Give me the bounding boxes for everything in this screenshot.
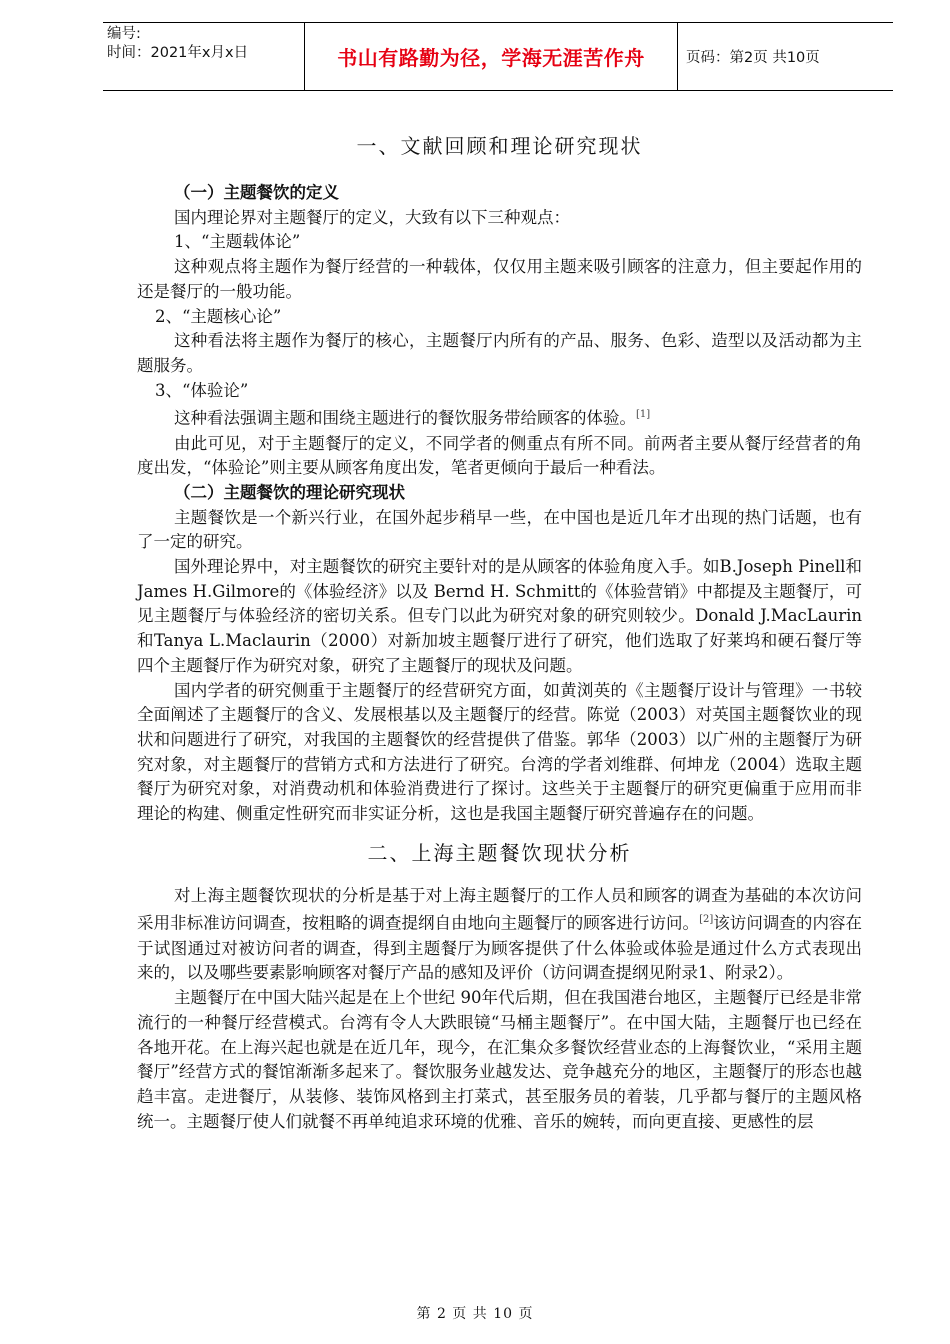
subsection-research-title: （二）主题餐饮的理论研究现状: [174, 482, 405, 502]
paragraph: 这种看法将主题作为餐厅的核心，主题餐厅内所有的产品、服务、色彩、造型以及活动都为主题服务。: [137, 331, 862, 375]
viewpoint-2-title: 2、“主题核心论”: [155, 306, 282, 326]
paragraph-text: 对上海主题餐饮现状的分析是基于对上海主题餐厅的工作人员和顾客的调查为基础的本次访问采用非标准访问调查，按粗略的调查提纲自由地向主题餐厅的顾客进行访问。: [137, 885, 862, 933]
section-2-title: 二、上海主题餐饮现状分析: [367, 840, 632, 865]
paragraph: 主题餐饮是一个新兴行业，在国外起步稍早一些，在中国也是近几年才出现的热门话题，也有了一定的研究。: [137, 507, 862, 552]
paragraph: [137, 884, 862, 986]
paragraph-text: 该访问调查的内容在于试图通过对被访问者的调查，得到主题餐厅为顾客提供了什么体验或体验是通过什么方式表现出来的，以及哪些要素影响顾客对餐厅产品的感知及评价（访问调查提纲见附录1、附录2）。: [137, 913, 863, 983]
section-1-title: 一、文献回顾和理论研究现状: [356, 134, 643, 158]
header-meta: [103, 23, 305, 90]
header-motto-cell: [305, 23, 678, 90]
paragraph-text: 这种看法强调主题和围绕主题进行的餐饮服务带给顾客的体验。: [174, 408, 636, 428]
paragraph: 由此可见，对于主题餐厅的定义，不同学者的侧重点有所不同。前两者主要从餐厅经营者的角度出发，“体验论”则主要从顾客角度出发，笔者更倾向于最后一种看法。: [137, 433, 862, 478]
subsection-definition-title: （一）主题餐饮的定义: [174, 183, 339, 202]
paragraph: 国内学者的研究侧重于主题餐厅的经营研究方面，如黄浏英的《主题餐厅设计与管理》一书较全面阐述了主题餐厅的含义、发展根基以及主题餐厅的经营。陈觉（2003）对英国主题餐饮业的现状和问题进行了研究，对我国的主题餐饮的经营提供了借鉴。郭华（2003）以广州的主题餐厅为研究对象，对主题餐厅的营销方式和方法进行了研究。台湾的学者刘维群、何坤龙（2004）选取主题餐厅为研究对象，对消费动机和体验消费进行了探讨。这些关于主题餐厅的研究更偏重于应用而非理论的构建、侧重定性研究而非实证分析，这也是我国主题餐厅研究普遍存在的问题。: [137, 680, 862, 824]
viewpoint-3-title: 3、“体验论”: [155, 380, 249, 400]
doc-number-label: 编号:: [107, 26, 141, 42]
header-page-number: 页码：第2页 共10页: [686, 50, 820, 66]
paragraph: 国外理论界中，对主题餐饮的研究主要针对的是从顾客的体验角度入手。如B.Joseph Pinell和James H.Gilmore的《体验经济》以及 Bernd H. Schmitt的《体验营销》中都提及主题餐厅，可见主题餐厅与体验经济的密切关系。但专门以此为研究对象的研究则较少。Donald J.MacLaurin和Tanya L.Maclaurin（2000）对新加坡主题餐厅进行了研究，他们选取了好莱坞和硬石餐厅等四个主题餐厅作为研究对象，研究了主题餐厅的现状及问题。: [137, 557, 862, 675]
paragraph: [137, 403, 862, 431]
page-header: [103, 22, 893, 91]
paragraph: 这种观点将主题作为餐厅经营的一种载体，仅仅用主题来吸引顾客的注意力，但主要起作用的还是餐厅的一般功能。: [137, 257, 862, 301]
viewpoint-1-title: 1、“主题载体论”: [174, 232, 301, 252]
reference-marker: [2]: [699, 914, 714, 926]
doc-time-label: 时间：2021年x月x日: [107, 45, 249, 61]
document-body: [137, 130, 862, 1134]
paragraph: 主题餐厅在中国大陆兴起是在上个世纪 90年代后期，但在我国港台地区，主题餐厅已经是非常流行的一种餐厅经营模式。台湾有令人大跌眼镜“马桶主题餐厅”。在中国大陆，主题餐厅也已经在各地开花。在上海兴起也就是在近几年，现今，在汇集众多餐饮经营业态的上海餐饮业，“采用主题餐厅”经营方式的餐馆渐渐多起来了。餐饮服务业越发达、竞争越充分的地区，主题餐厅的形态也越趋丰富。走进餐厅，从装修、装饰风格到主打菜式，甚至服务员的着装，几乎都与餐厅的主题风格统一。主题餐厅使人们就餐不再单纯追求环境的优雅、音乐的婉转，而向更直接、更感性的层: [137, 988, 862, 1131]
reference-marker: [1]: [636, 409, 651, 421]
header-page-cell: [678, 23, 893, 90]
paragraph: 国内理论界对主题餐厅的定义，大致有以下三种观点：: [174, 207, 570, 227]
header-motto: 书山有路勤为径，学海无涯苦作舟: [337, 46, 645, 70]
page-footer: 第 2 页 共 10 页: [416, 1306, 534, 1322]
